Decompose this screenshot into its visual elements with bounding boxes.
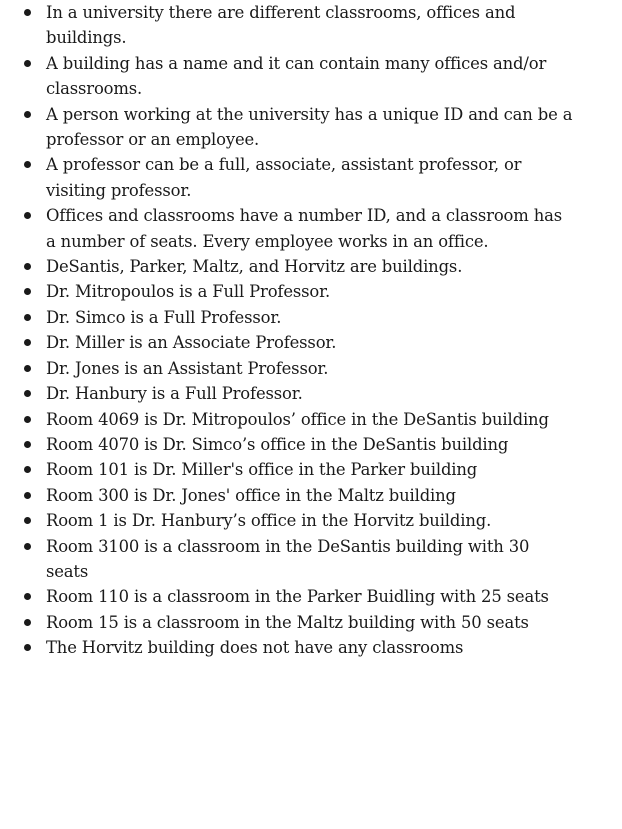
- bullet-icon: [24, 644, 31, 651]
- list-item: [0, 381, 622, 406]
- list-item: [0, 152, 622, 203]
- bullet-icon: [24, 517, 31, 524]
- list-item: [0, 51, 622, 102]
- list-offices: [0, 407, 622, 534]
- bullet-icon: [24, 466, 31, 473]
- list-item: [0, 330, 622, 355]
- list-horvitz-note: [0, 635, 622, 660]
- list-item-text: A person working at the university has a unique ID and can be a professor or an employee.: [46, 104, 573, 150]
- list-item: [0, 0, 622, 51]
- list-item: [0, 254, 622, 279]
- list-item-text: Room 101 is Dr. Miller's office in the Parker building: [46, 460, 478, 480]
- list-professors: [0, 279, 622, 406]
- bullet-icon: [24, 543, 31, 550]
- list-item-text: Room 1 is Dr. Hanbury’s office in the Horvitz building.: [46, 511, 492, 531]
- list-item: [0, 305, 622, 330]
- list-item: [0, 279, 622, 304]
- list-item-text: A professor can be a full, associate, assistant professor, or visiting professor.: [46, 155, 522, 200]
- list-item-text: Room 4070 is Dr. Simco’s office in the DeSantis building: [46, 434, 509, 454]
- bullet-icon: [24, 111, 31, 118]
- bullet-icon: [24, 390, 31, 397]
- list-item-text: Offices and classrooms have a number ID, and a classroom has a number of seats. Every employee works in an office.: [46, 206, 563, 251]
- bullet-icon: [24, 492, 31, 499]
- bullet-icon: [24, 212, 31, 219]
- list-item-text: Dr. Miller is an Associate Professor.: [46, 333, 337, 353]
- list-buildings: [0, 254, 622, 279]
- list-item-text: Dr. Jones is an Assistant Professor.: [46, 358, 329, 378]
- bullet-icon: [24, 441, 31, 448]
- list-item: [0, 102, 622, 153]
- list-item-text: Dr. Mitropoulos is a Full Professor.: [46, 282, 331, 302]
- bullet-icon: [24, 314, 31, 321]
- list-item: [0, 534, 622, 585]
- list-university-rules: [0, 0, 622, 254]
- list-item-text: Dr. Hanbury is a Full Professor.: [46, 384, 303, 404]
- list-item-text: Room 15 is a classroom in the Maltz building with 50 seats: [46, 612, 529, 632]
- list-item-text: Room 3100 is a classroom in the DeSantis building with 30 seats: [46, 536, 530, 581]
- bullet-icon: [24, 365, 31, 372]
- list-item-text: DeSantis, Parker, Maltz, and Horvitz are buildings.: [46, 257, 463, 277]
- bullet-icon: [24, 593, 31, 600]
- bullet-icon: [24, 416, 31, 423]
- list-item: [0, 584, 622, 609]
- list-item-text: In a university there are different classrooms, offices and buildings.: [46, 3, 516, 48]
- list-classrooms: [0, 534, 622, 636]
- list-item: [0, 407, 622, 432]
- list-item: [0, 203, 622, 254]
- list-item-text: Room 110 is a classroom in the Parker Buidling with 25 seats: [46, 587, 549, 607]
- list-item: [0, 483, 622, 508]
- bullet-icon: [24, 263, 31, 270]
- list-item-text: A building has a name and it can contain many offices and/or classrooms.: [46, 53, 547, 99]
- bullet-icon: [24, 161, 31, 168]
- list-item: [0, 457, 622, 482]
- list-item-text: The Horvitz building does not have any classrooms: [46, 638, 464, 658]
- bullet-icon: [24, 60, 31, 67]
- list-item-text: Room 300 is Dr. Jones' office in the Maltz building: [46, 485, 456, 505]
- list-item-text: Dr. Simco is a Full Professor.: [46, 307, 282, 327]
- list-item: [0, 635, 622, 660]
- list-item: [0, 356, 622, 381]
- list-item: [0, 432, 622, 457]
- bullet-icon: [24, 288, 31, 295]
- list-item: [0, 508, 622, 533]
- bullet-icon: [24, 619, 31, 626]
- bullet-icon: [24, 339, 31, 346]
- list-item-text: Room 4069 is Dr. Mitropoulos’ office in the DeSantis building: [46, 409, 549, 429]
- bullet-icon: [24, 9, 31, 16]
- list-item: [0, 610, 622, 635]
